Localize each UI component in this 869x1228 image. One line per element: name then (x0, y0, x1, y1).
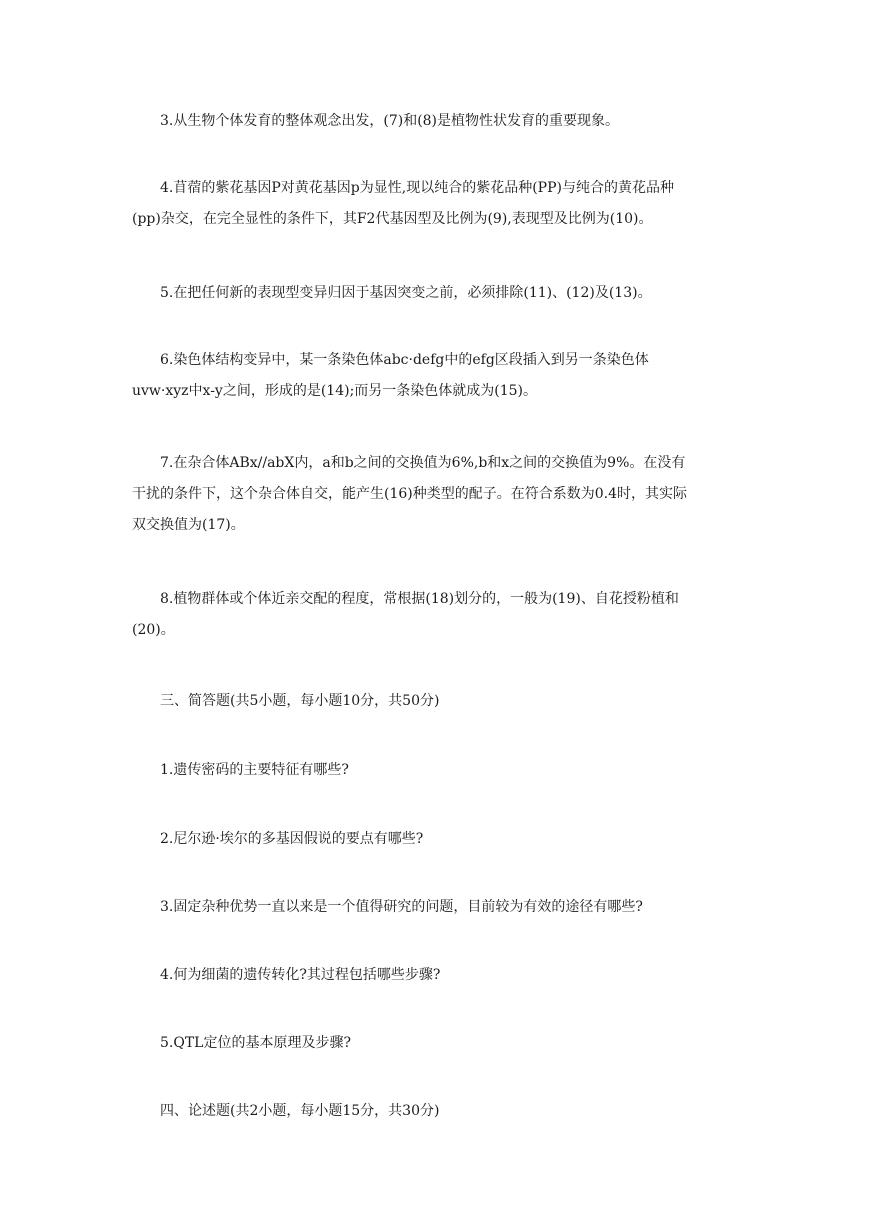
fill-in-question-5 (132, 278, 742, 309)
section-heading-short-answer: 三、简答题(共5小题，每小题10分，共50分) (160, 693, 440, 709)
question-line: (pp)杂交，在完全显性的条件下，其F2代基因型及比例为(9),表现型及比例为(10)。 (132, 211, 653, 227)
short-answer-question-1: 1.遗传密码的主要特征有哪些? (160, 762, 349, 778)
question-line: 干扰的条件下，这个杂合体自交，能产生(16)种类型的配子。在符合系数为0.4时，其实际 (132, 486, 688, 502)
fill-in-question-3 (132, 106, 742, 137)
question-line: uvw·xyz中x-y之间，形成的是(14);而另一条染色体就成为(15)。 (132, 383, 538, 399)
short-answer-question-2: 2.尼尔逊·埃尔的多基因假说的要点有哪些? (160, 831, 424, 847)
question-line: 6.染色体结构变异中，某一条染色体abc·defg中的efg区段插入到另一条染色体 (160, 352, 649, 368)
section-heading-essay: 四、论述题(共2小题，每小题15分，共30分) (160, 1103, 440, 1119)
short-answer-question-5: 5.QTL定位的基本原理及步骤? (160, 1035, 351, 1051)
question-line: 5.在把任何新的表现型变异归因于基因突变之前，必须排除(11)、(12)及(13)。 (160, 285, 652, 301)
fill-in-question-7 (132, 448, 742, 541)
question-line: 7.在杂合体ABx//abX内，a和b之间的交换值为6%,b和x之间的交换值为9%。在没有 (160, 455, 686, 471)
short-answer-question-4: 4.何为细菌的遗传转化?其过程包括哪些步骤? (160, 967, 441, 983)
fill-in-question-6 (132, 345, 742, 407)
question-line: 8.植物群体或个体近亲交配的程度，常根据(18)划分的，一般为(19)、自花授粉植和 (160, 591, 679, 607)
question-line: (20)。 (132, 622, 175, 638)
question-line: 4.苜蓿的紫花基因P对黄花基因p为显性,现以纯合的紫花品种(PP)与纯合的黄花品种 (160, 180, 674, 196)
fill-in-question-4 (132, 173, 742, 235)
question-line: 双交换值为(17)。 (132, 517, 245, 533)
fill-in-question-8 (132, 584, 742, 646)
question-line: 3.从生物个体发育的整体观念出发，(7)和(8)是植物性状发育的重要现象。 (160, 113, 620, 129)
short-answer-question-3: 3.固定杂种优势一直以来是一个值得研究的问题，目前较为有效的途径有哪些? (160, 899, 643, 915)
